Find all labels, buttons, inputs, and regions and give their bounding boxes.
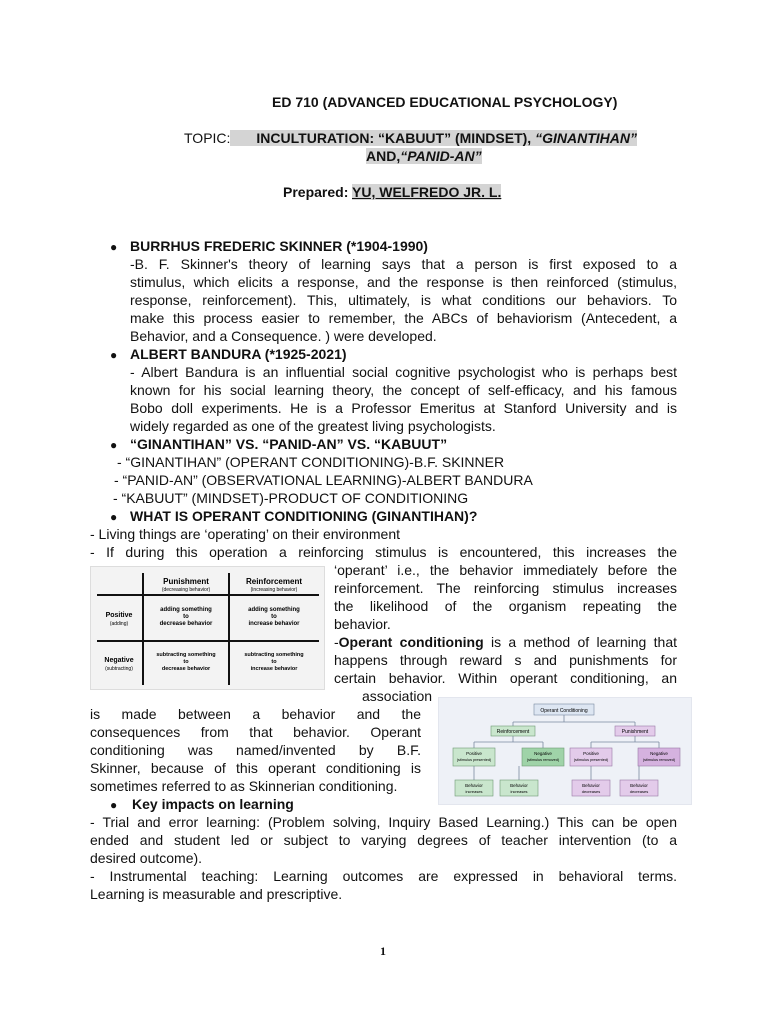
tree-node-text: Positive: [583, 751, 599, 756]
cell-text: to: [271, 614, 277, 620]
row-positive: Positive: [105, 612, 133, 619]
versus-item: - “GINANTIHAN” (OPERANT CONDITIONING)-B.F. SKINNER: [117, 454, 505, 470]
col-reinforcement: Reinforcement: [245, 577, 303, 586]
tree-node-text: (stimulus presented): [456, 758, 492, 762]
row-negative-sub: (subtracting): [105, 666, 133, 672]
operant-line: - If during this operation a reinforcing stimulus is encountered, this increases the: [90, 544, 677, 560]
cell-text: decrease behavior: [159, 621, 213, 627]
topic-line-1: [184, 129, 637, 147]
cell-text: to: [271, 659, 277, 665]
versus-heading: “GINANTIHAN” VS. “PANID-AN” VS. “KABUUT”: [130, 436, 448, 452]
tree-node-text: Behavior: [630, 783, 648, 788]
tree-node-text: (stimulus removed): [642, 758, 676, 762]
cell-text: decrease behavior: [161, 666, 211, 672]
col-reinforcement-sub: (increasing behavior): [250, 587, 298, 593]
cell-text: subtracting something: [156, 652, 216, 658]
tree-node-text: Negative: [650, 751, 668, 756]
page-number: 1: [380, 944, 386, 958]
tree-node-text: Behavior: [510, 783, 528, 788]
operant-left-column: is made between a behavior and the consequences from that behavior. Operant conditioning was named/invented by B.F. Skinner, because of this operant conditioning is sometimes referred to as Skinnerian conditioning.: [90, 706, 421, 794]
bullet-icon: ●: [110, 798, 118, 812]
cell-text: adding something: [248, 607, 300, 613]
skinner-heading: BURRHUS FREDERIC SKINNER (*1904-1990): [130, 238, 428, 254]
tree-node-text: decreases: [581, 789, 601, 794]
tree-node-text: increases: [510, 789, 528, 794]
versus-item: - “KABUUT” (MINDSET)-PRODUCT OF CONDITIONING: [113, 490, 469, 506]
tree-diagram: [439, 698, 691, 804]
table-diagram: [91, 567, 324, 689]
cell-text: increase behavior: [250, 666, 298, 672]
impacts-paragraph: - Trial and error learning: (Problem solving, Inquiry Based Learning.) This can be open ended and student led or subject to varying degrees of teacher intervention (to a desired outcome). - Instrumental teaching: Learning outcomes are expressed in behavioral terms. Learning is measurable and prescriptive.: [90, 814, 677, 902]
cell-text: to: [183, 614, 189, 620]
tree-node-text: decreases: [629, 789, 649, 794]
cell-text: to: [183, 659, 189, 665]
tree-node-text: (stimulus presented): [573, 758, 609, 762]
tree-punishment-label: Punishment: [621, 729, 649, 735]
operant-conditioning-tree-figure: [438, 697, 692, 805]
tree-node-text: (stimulus removed): [526, 758, 560, 762]
tree-reinforcement-label: Reinforcement: [496, 729, 530, 735]
tree-root-label: Operant Conditioning: [540, 708, 588, 714]
bullet-icon: ●: [110, 510, 118, 524]
bullet-icon: ●: [110, 240, 118, 254]
topic-text: INCULTURATION: “KABUUT” (MINDSET), “GINANTIHAN”: [230, 130, 637, 146]
bullet-icon: ●: [110, 438, 118, 452]
bullet-icon: ●: [110, 348, 118, 362]
topic-label: TOPIC:: [184, 130, 231, 146]
topic-line-2: AND,“PANID-AN”: [366, 148, 482, 164]
tree-node-text: increases: [465, 789, 483, 794]
cell-text: adding something: [160, 607, 212, 613]
col-punishment: Punishment: [163, 577, 209, 586]
course-title: ED 710 (ADVANCED EDUCATIONAL PSYCHOLOGY): [272, 94, 618, 110]
cell-text: increase behavior: [248, 621, 300, 627]
prepared-by: [283, 183, 501, 201]
row-negative: Negative: [104, 657, 134, 664]
skinner-paragraph: -B. F. Skinner's theory of learning says that a person is first exposed to a stimulus, which elicits a response, and the response is then reinforced (stimulus, response, reinforcement). This, ultimately, is what conditions our behaviors. To make this process easier to remember, the ABCs of behaviorism (Antecedent, a Behavior, and a Consequence. ) were developed.: [130, 256, 677, 344]
cell-text: subtracting something: [244, 652, 304, 658]
bandura-heading: ALBERT BANDURA (*1925-2021): [130, 346, 347, 362]
bandura-paragraph: - Albert Bandura is an influential social cognitive psychologist who is perhaps best known for his social learning theory, the concept of self-efficacy, and his famous Bobo doll experiments. He is a Professor Emeritus at Stanford University and is widely regarded as one of the greatest living psychologists.: [130, 364, 677, 434]
operant-heading: WHAT IS OPERANT CONDITIONING (GINANTIHAN)?: [130, 508, 478, 524]
operant-right-column: ‘operant’ i.e., the behavior immediately before the reinforcement. The reinforcing stimulus increases the likelihood of the organism repeating the behavior. -Operant conditioning is a method of learning that happens through reward s and punishments for certain behavior. Within operant conditioning, an association: [334, 562, 677, 704]
tree-node-text: Positive: [466, 751, 482, 756]
author-name: YU, WELFREDO JR. L.: [352, 184, 502, 200]
tree-node-text: Behavior: [582, 783, 600, 788]
col-punishment-sub: (decreasing behavior): [161, 587, 211, 593]
versus-item: - “PANID-AN” (OBSERVATIONAL LEARNING)-ALBERT BANDURA: [114, 472, 533, 488]
impacts-heading: Key impacts on learning: [132, 796, 294, 812]
reinforcement-punishment-table-figure: [90, 566, 325, 690]
tree-node-text: Behavior: [465, 783, 483, 788]
row-positive-sub: (adding): [109, 621, 129, 627]
tree-node-text: Negative: [534, 751, 552, 756]
prepared-label: Prepared:: [283, 184, 349, 200]
operant-line: - Living things are ‘operating’ on their environment: [90, 526, 400, 542]
